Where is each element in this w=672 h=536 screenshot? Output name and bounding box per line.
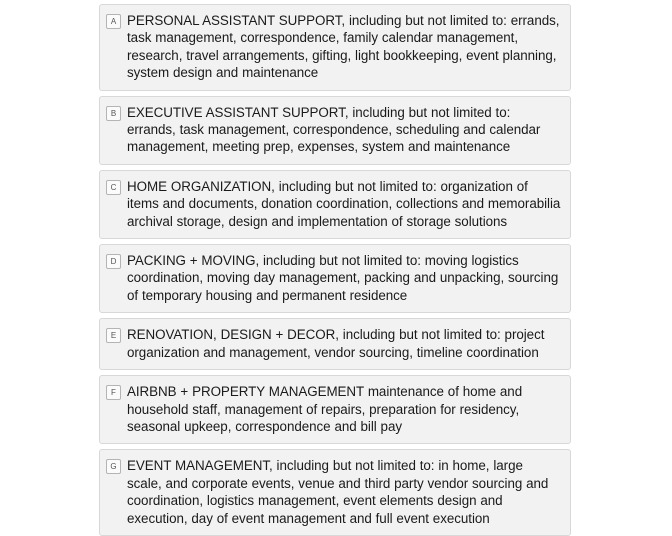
item-marker-g: G — [106, 459, 121, 474]
item-text: EVENT MANAGEMENT, including but not limited to: in home, large scale, and corporate events, venue and third party vendor sourcing and coordination, logistics management, event elements design and execution, day of event management and full event execution — [127, 458, 549, 526]
item-text: HOME ORGANIZATION, including but not limited to: organization of items and documents, donation coordination, collections and memorabilia archival storage, design and implementation of storage solutions — [127, 178, 561, 229]
item-marker-e: E — [106, 328, 121, 343]
list-item[interactable] — [99, 96, 571, 165]
item-text: AIRBNB + PROPERTY MANAGEMENT maintenance of home and household staff, management of repairs, preparation for residency, seasonal upkeep, correspondence and bill pay — [127, 384, 523, 434]
list-item[interactable] — [99, 4, 571, 91]
list-item[interactable] — [99, 244, 571, 313]
services-list — [99, 4, 571, 536]
list-item[interactable] — [99, 318, 571, 370]
list-item[interactable] — [99, 170, 571, 239]
item-marker-c: C — [106, 180, 121, 195]
item-marker-d: D — [106, 254, 121, 269]
item-text: PACKING + MOVING, including but not limited to: moving logistics coordination, moving day management, packing and unpacking, sourcing of temporary housing and permanent residence — [127, 253, 559, 303]
item-text: RENOVATION, DESIGN + DECOR, including but not limited to: project organization and management, vendor sourcing, timeline coordination — [127, 327, 545, 360]
item-text: PERSONAL ASSISTANT SUPPORT, including but not limited to: errands, task management, correspondence, family calendar management, research, travel arrangements, gifting, light bookkeeping, event planning, system design and maintenance — [127, 13, 560, 81]
item-text: EXECUTIVE ASSISTANT SUPPORT, including but not limited to: errands, task management, correspondence, scheduling and calendar management, meeting prep, expenses, system and maintenance — [127, 104, 541, 155]
item-marker-a: A — [106, 14, 121, 29]
item-marker-f: F — [106, 385, 121, 400]
list-item[interactable] — [99, 375, 571, 444]
list-item[interactable] — [99, 449, 571, 536]
item-marker-b: B — [106, 106, 121, 121]
